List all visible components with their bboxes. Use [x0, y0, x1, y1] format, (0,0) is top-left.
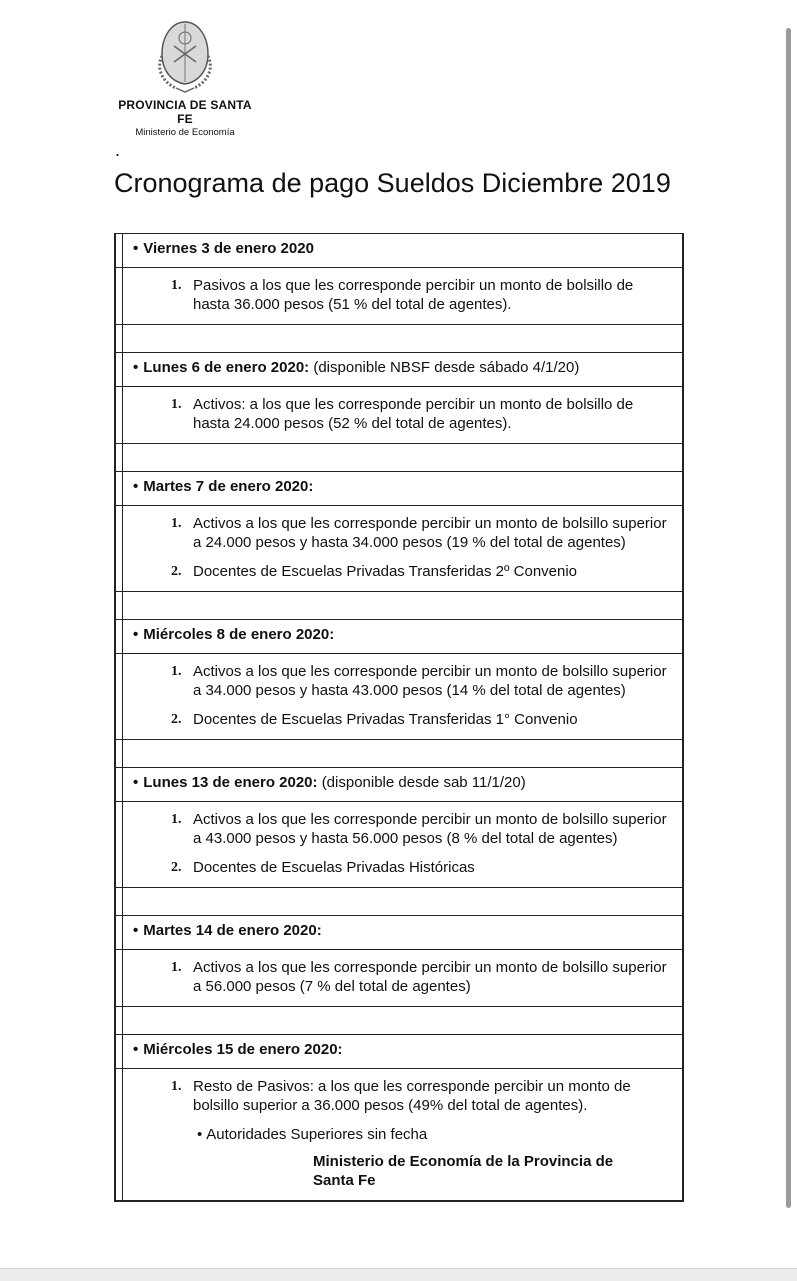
gap-row — [115, 740, 683, 768]
item-text: Pasivos a los que les corresponde percibir un monto de bolsillo de hasta 36.000 pesos (51 % del total de agentes). — [193, 277, 634, 313]
item-text: Docentes de Escuelas Privadas Históricas — [193, 859, 475, 876]
page-title: Cronograma de pago Sueldos Diciembre 2019 — [114, 168, 671, 198]
ministry-name: Ministerio de Economía — [135, 127, 235, 138]
day-label: Miércoles 8 de enero 2020: — [143, 626, 335, 643]
day-row — [115, 768, 683, 802]
list-item — [123, 395, 672, 433]
item-number: 1. — [171, 960, 182, 975]
day-label: Martes 14 de enero 2020: — [143, 922, 322, 939]
coat-of-arms-icon — [152, 16, 218, 96]
bottom-bar — [0, 1268, 797, 1281]
gap-row — [115, 325, 683, 353]
province-logo — [110, 16, 260, 138]
day-label: Viernes 3 de enero 2020 — [143, 240, 314, 257]
items-row — [115, 268, 683, 325]
list-item — [123, 562, 672, 581]
item-text: Activos a los que les corresponde percibir un monto de bolsillo superior a 24.000 pesos y hasta 34.000 pesos (19 % del total de agentes) — [193, 515, 667, 551]
bullet: • — [133, 626, 139, 643]
day-label: Lunes 6 de enero 2020: — [143, 359, 310, 376]
items-row — [115, 1069, 683, 1202]
item-number: 2. — [171, 712, 182, 727]
item-text: Docentes de Escuelas Privadas Transferidas 2º Convenio — [193, 563, 578, 580]
item-number: 1. — [171, 397, 182, 412]
bullet: • — [133, 1041, 139, 1058]
schedule-table — [114, 233, 684, 1202]
day-row — [115, 620, 683, 654]
list-item — [123, 958, 672, 996]
list-item — [123, 276, 672, 314]
item-text: Resto de Pasivos: a los que les corresponde percibir un monto de bolsillo superior a 36.000 pesos (49% del total de agentes). — [193, 1078, 631, 1114]
bullet: • — [133, 240, 139, 257]
list-item — [123, 662, 672, 700]
bullet: • — [197, 1126, 203, 1143]
bullet: • — [133, 774, 139, 791]
item-text: Activos a los que les corresponde percibir un monto de bolsillo superior a 43.000 pesos y hasta 56.000 pesos (8 % del total de agentes) — [193, 811, 667, 847]
list-item — [123, 710, 672, 729]
signature: Ministerio de Economía de la Provincia de Santa Fe — [313, 1153, 614, 1189]
day-row — [115, 472, 683, 506]
day-label: Martes 7 de enero 2020: — [143, 478, 314, 495]
day-label: Miércoles 15 de enero 2020: — [143, 1041, 343, 1058]
gap-row — [115, 888, 683, 916]
items-row — [115, 654, 683, 740]
items-row — [115, 802, 683, 888]
day-note: (disponible NBSF desde sábado 4/1/20) — [313, 359, 580, 376]
gap-row — [115, 592, 683, 620]
item-number: 1. — [171, 278, 182, 293]
day-note: (disponible desde sab 11/1/20) — [321, 774, 526, 791]
payment-list — [123, 276, 672, 314]
item-number: 2. — [171, 860, 182, 875]
day-row — [115, 234, 683, 268]
province-name: PROVINCIA DE SANTA FE — [118, 98, 252, 126]
list-item — [123, 810, 672, 848]
payment-list — [123, 810, 672, 877]
bullet: • — [133, 922, 139, 939]
items-row — [115, 387, 683, 444]
list-item — [123, 1077, 672, 1115]
gap-row — [115, 1007, 683, 1035]
item-number: 2. — [171, 564, 182, 579]
bullet: • — [133, 359, 139, 376]
payment-list — [123, 1077, 672, 1115]
item-number: 1. — [171, 664, 182, 679]
items-row — [115, 506, 683, 592]
item-text: Activos a los que les corresponde percibir un monto de bolsillo superior a 56.000 pesos (7 % del total de agentes) — [193, 959, 667, 995]
day-row — [115, 353, 683, 387]
payment-list — [123, 662, 672, 729]
bullet: • — [133, 478, 139, 495]
item-number: 1. — [171, 516, 182, 531]
day-row — [115, 1035, 683, 1069]
list-item — [123, 514, 672, 552]
items-row — [115, 950, 683, 1007]
list-item — [123, 858, 672, 877]
item-text: Activos: a los que les corresponde percibir un monto de bolsillo de hasta 24.000 pesos (52 % del total de agentes). — [193, 396, 634, 432]
stray-dot: . — [115, 140, 121, 160]
scrollbar[interactable] — [786, 28, 791, 1208]
item-text: Docentes de Escuelas Privadas Transferidas 1° Convenio — [193, 711, 578, 728]
payment-list — [123, 958, 672, 996]
payment-list — [123, 395, 672, 433]
payment-list — [123, 514, 672, 581]
item-number: 1. — [171, 812, 182, 827]
sub-bullet-item — [123, 1125, 672, 1144]
sub-bullet-text: Autoridades Superiores sin fecha — [206, 1126, 428, 1143]
item-text: Activos a los que les corresponde percibir un monto de bolsillo superior a 34.000 pesos y hasta 43.000 pesos (14 % del total de agentes) — [193, 663, 667, 699]
gap-row — [115, 444, 683, 472]
item-number: 1. — [171, 1079, 182, 1094]
day-row — [115, 916, 683, 950]
day-label: Lunes 13 de enero 2020: — [143, 774, 318, 791]
